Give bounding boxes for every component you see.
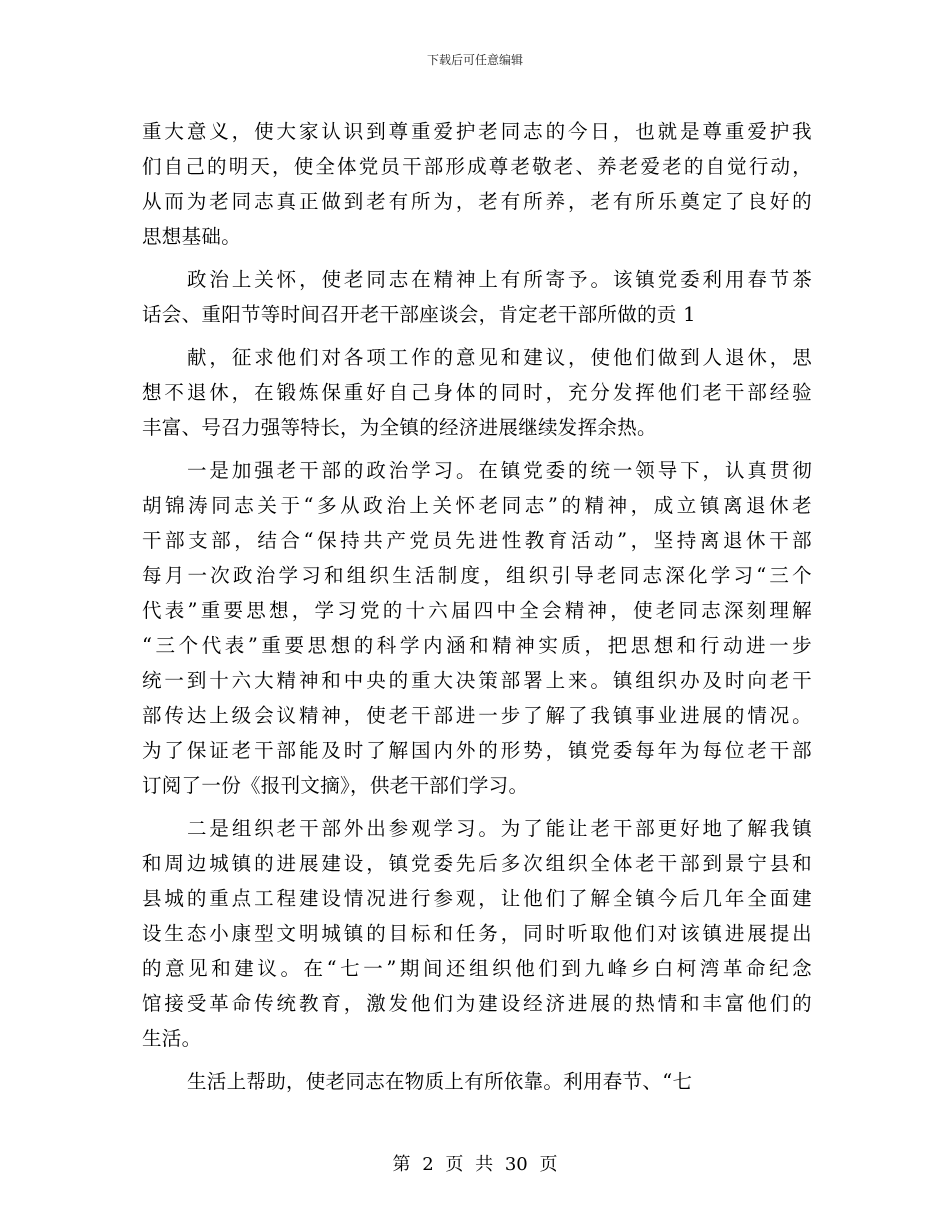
text-line: 生活。: [142, 1027, 202, 1050]
text-line: 们自己的明天，使全体党员干部形成尊老敬老、养老爱老的自觉行动，: [142, 155, 812, 178]
text-line: 二是组织老干部外出参观学习。为了能让老干部更好地了解我镇: [187, 817, 812, 840]
text-line: 部传达上级会议精神，使老干部进一步了解了我镇事业进展的情况。: [142, 704, 812, 727]
text-line: 胡锦涛同志关于“多从政治上关怀老同志”的精神，成立镇离退休老: [142, 494, 812, 517]
text-line: 统一到十六大精神和中央的重大决策部署上来。镇组织办及时向老干: [142, 669, 812, 692]
text-line: 政治上关怀，使老同志在精神上有所寄予。该镇党委利用春节茶: [187, 268, 812, 291]
text-line: 丰富、号召力强等特长，为全镇的经济进展继续发挥余热。: [142, 416, 657, 439]
document-body: [142, 114, 812, 1099]
paragraph: [142, 1064, 812, 1099]
text-line: 设生态小康型文明城镇的目标和任务，同时听取他们对该镇进展提出: [142, 922, 812, 945]
text-line: 的意见和建议。在“七一”期间还组织他们到九峰乡白柯湾革命纪念: [142, 957, 812, 980]
text-line: 献，征求他们对各项工作的意见和建议，使他们做到人退休，思: [187, 346, 812, 369]
text-line: 干部支部，结合“保持共产党员先进性教育活动”，坚持离退休干部: [142, 529, 812, 552]
paragraph-gap: [142, 1056, 812, 1064]
paragraph: [142, 340, 812, 445]
text-line: 馆接受革命传统教育，激发他们为建设经济进展的热情和丰富他们的: [142, 992, 812, 1015]
text-line: 思想基础。: [142, 225, 242, 248]
text-line: 县城的重点工程建设情况进行参观，让他们了解全镇今后几年全面建: [142, 887, 812, 910]
text-line: 从而为老同志真正做到老有所为，老有所养，老有所乐奠定了良好的: [142, 190, 812, 213]
paragraph: [142, 811, 812, 1056]
paragraph: [142, 453, 812, 803]
text-line: “三个代表”重要思想的科学内涵和精神实质，把思想和行动进一步: [142, 634, 812, 657]
paragraph-gap: [142, 445, 812, 453]
paragraph-gap: [142, 803, 812, 811]
text-line: 话会、重阳节等时间召开老干部座谈会，肯定老干部所做的贡 1: [142, 303, 696, 326]
text-line: 代表”重要思想，学习党的十六届四中全会精神，使老同志深刻理解: [142, 599, 812, 622]
page-header: 下载后可任意编辑: [426, 53, 523, 67]
text-line: 每月一次政治学习和组织生活制度，组织引导老同志深化学习“三个: [142, 564, 812, 587]
text-line: 重大意义，使大家认识到尊重爱护老同志的今日，也就是尊重爱护我: [142, 120, 812, 143]
text-line: 生活上帮助，使老同志在物质上有所依靠。利用春节、“七: [187, 1070, 693, 1093]
paragraph: [142, 262, 812, 332]
text-line: 一是加强老干部的政治学习。在镇党委的统一领导下，认真贯彻: [187, 459, 812, 482]
paragraph-gap: [142, 254, 812, 262]
page-number-footer: 第 2 页 共 30 页: [392, 1154, 558, 1175]
text-line: 想不退休，在锻炼保重好自己身体的同时，充分发挥他们老干部经验: [142, 381, 812, 404]
paragraph: [142, 114, 812, 254]
text-line: 为了保证老干部能及时了解国内外的形势，镇党委每年为每位老干部: [142, 739, 812, 762]
text-line: 和周边城镇的进展建设，镇党委先后多次组织全体老干部到景宁县和: [142, 852, 812, 875]
text-line: 订阅了一份《报刊文摘》，供老干部们学习。: [142, 774, 529, 797]
paragraph-gap: [142, 332, 812, 340]
